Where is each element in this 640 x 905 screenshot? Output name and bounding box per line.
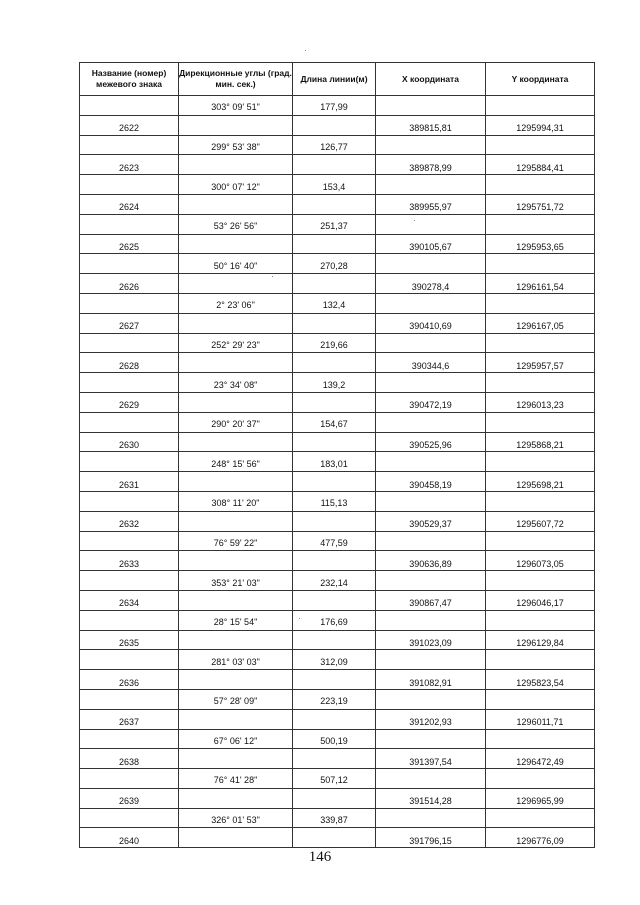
x-coordinate-cell: 390472,19	[376, 392, 486, 412]
y-coordinate-cell-empty	[486, 214, 595, 234]
bearing-cell: 326° 01' 53"	[179, 808, 293, 828]
bearing-cell: 281° 03' 03"	[179, 650, 293, 670]
x-coordinate-cell: 391514,28	[376, 788, 486, 808]
length-cell: 132,4	[293, 293, 376, 313]
point-name-cell: 2623	[80, 155, 179, 175]
x-coordinate-cell-empty	[376, 689, 486, 709]
y-coordinate-cell: 1295868,21	[486, 432, 595, 452]
y-coordinate-cell-empty	[486, 452, 595, 472]
table-row-point	[80, 313, 595, 333]
header-bearing: Дирекционные углы (град. мин. сек.)	[179, 63, 293, 96]
x-coordinate-cell-empty	[376, 254, 486, 274]
point-name-cell: 2629	[80, 392, 179, 412]
point-name-cell-empty	[80, 96, 179, 116]
length-cell: 153,4	[293, 175, 376, 195]
x-coordinate-cell-empty	[376, 808, 486, 828]
x-coordinate-cell: 390458,19	[376, 472, 486, 492]
bearing-cell-empty	[179, 788, 293, 808]
length-cell-empty	[293, 432, 376, 452]
y-coordinate-cell-empty	[486, 96, 595, 116]
table-row-point	[80, 115, 595, 135]
length-cell-empty	[293, 828, 376, 848]
bearing-cell-empty	[179, 353, 293, 373]
point-name-cell: 2640	[80, 828, 179, 848]
table-row-point	[80, 234, 595, 254]
length-cell: 270,28	[293, 254, 376, 274]
length-cell: 177,99	[293, 96, 376, 116]
y-coordinate-cell: 1296129,84	[486, 630, 595, 650]
y-coordinate-cell-empty	[486, 254, 595, 274]
length-cell: 223,19	[293, 689, 376, 709]
x-coordinate-cell: 389815,81	[376, 115, 486, 135]
length-cell: 312,09	[293, 650, 376, 670]
y-coordinate-cell-empty	[486, 175, 595, 195]
x-coordinate-cell: 391082,91	[376, 670, 486, 690]
y-coordinate-cell: 1296472,49	[486, 749, 595, 769]
table-row-point	[80, 472, 595, 492]
table-row-point	[80, 749, 595, 769]
bearing-cell-empty	[179, 432, 293, 452]
length-cell-empty	[293, 590, 376, 610]
length-cell: 219,66	[293, 333, 376, 353]
bearing-cell-empty	[179, 590, 293, 610]
point-name-cell: 2631	[80, 472, 179, 492]
bearing-cell: 50° 16' 40"	[179, 254, 293, 274]
bearing-cell-empty	[179, 630, 293, 650]
point-name-cell-empty	[80, 373, 179, 393]
x-coordinate-cell: 389878,99	[376, 155, 486, 175]
y-coordinate-cell: 1295751,72	[486, 194, 595, 214]
y-coordinate-cell-empty	[486, 571, 595, 591]
table-row-point	[80, 155, 595, 175]
x-coordinate-cell: 391202,93	[376, 709, 486, 729]
table-row-segment	[80, 729, 595, 749]
table-row-segment	[80, 491, 595, 511]
bearing-cell-empty	[179, 115, 293, 135]
bearing-cell: 300° 07' 12"	[179, 175, 293, 195]
table-row-point	[80, 353, 595, 373]
point-name-cell: 2635	[80, 630, 179, 650]
x-coordinate-cell-empty	[376, 175, 486, 195]
length-cell: 477,59	[293, 531, 376, 551]
y-coordinate-cell-empty	[486, 135, 595, 155]
bearing-cell-empty	[179, 155, 293, 175]
length-cell-empty	[293, 788, 376, 808]
y-coordinate-cell: 1295994,31	[486, 115, 595, 135]
bearing-cell-empty	[179, 511, 293, 531]
length-cell: 507,12	[293, 769, 376, 789]
x-coordinate-cell-empty	[376, 135, 486, 155]
header-x-coordinate: X координата	[376, 63, 486, 96]
header-line-length: Длина линии(м)	[293, 63, 376, 96]
point-name-cell: 2634	[80, 590, 179, 610]
y-coordinate-cell: 1295607,72	[486, 511, 595, 531]
length-cell-empty	[293, 155, 376, 175]
point-name-cell-empty	[80, 491, 179, 511]
x-coordinate-cell: 390278,4	[376, 274, 486, 294]
point-name-cell: 2636	[80, 670, 179, 690]
scan-speck	[272, 276, 273, 277]
bearing-cell-empty	[179, 392, 293, 412]
table-row-point	[80, 670, 595, 690]
y-coordinate-cell: 1296776,09	[486, 828, 595, 848]
scan-speck	[305, 50, 306, 51]
y-coordinate-cell-empty	[486, 808, 595, 828]
bearing-cell: 353° 21' 03"	[179, 571, 293, 591]
table-row-segment	[80, 135, 595, 155]
x-coordinate-cell-empty	[376, 571, 486, 591]
length-cell: 154,67	[293, 412, 376, 432]
x-coordinate-cell-empty	[376, 610, 486, 630]
y-coordinate-cell: 1296073,05	[486, 551, 595, 571]
x-coordinate-cell: 390529,37	[376, 511, 486, 531]
y-coordinate-cell-empty	[486, 769, 595, 789]
length-cell: 251,37	[293, 214, 376, 234]
length-cell: 232,14	[293, 571, 376, 591]
point-name-cell: 2630	[80, 432, 179, 452]
x-coordinate-cell: 390105,67	[376, 234, 486, 254]
x-coordinate-cell-empty	[376, 333, 486, 353]
length-cell: 183,01	[293, 452, 376, 472]
x-coordinate-cell-empty	[376, 412, 486, 432]
bearing-cell: 76° 59' 22"	[179, 531, 293, 551]
table-row-segment	[80, 650, 595, 670]
point-name-cell-empty	[80, 175, 179, 195]
bearing-cell-empty	[179, 234, 293, 254]
point-name-cell-empty	[80, 333, 179, 353]
scan-speck	[299, 618, 300, 619]
y-coordinate-cell-empty	[486, 333, 595, 353]
y-coordinate-cell: 1296161,54	[486, 274, 595, 294]
table-row-segment	[80, 333, 595, 353]
length-cell: 139,2	[293, 373, 376, 393]
y-coordinate-cell-empty	[486, 491, 595, 511]
y-coordinate-cell-empty	[486, 650, 595, 670]
bearing-cell: 57° 28' 09"	[179, 689, 293, 709]
bearing-cell: 290° 20' 37"	[179, 412, 293, 432]
bearing-cell-empty	[179, 194, 293, 214]
boundary-points-table	[79, 62, 595, 848]
y-coordinate-cell: 1295957,57	[486, 353, 595, 373]
point-name-cell-empty	[80, 412, 179, 432]
table-row-segment	[80, 689, 595, 709]
bearing-cell: 252° 29' 23"	[179, 333, 293, 353]
y-coordinate-cell: 1296013,23	[486, 392, 595, 412]
length-cell-empty	[293, 194, 376, 214]
length-cell-empty	[293, 551, 376, 571]
x-coordinate-cell-empty	[376, 96, 486, 116]
table-body	[80, 96, 595, 848]
point-name-cell-empty	[80, 689, 179, 709]
x-coordinate-cell-empty	[376, 452, 486, 472]
point-name-cell: 2632	[80, 511, 179, 531]
bearing-cell-empty	[179, 749, 293, 769]
header-point-name: Название (номер) межевого знака	[80, 63, 179, 96]
point-name-cell-empty	[80, 571, 179, 591]
y-coordinate-cell: 1295884,41	[486, 155, 595, 175]
point-name-cell-empty	[80, 650, 179, 670]
table-row-point	[80, 194, 595, 214]
length-cell-empty	[293, 511, 376, 531]
length-cell-empty	[293, 353, 376, 373]
table-row-segment	[80, 808, 595, 828]
x-coordinate-cell-empty	[376, 373, 486, 393]
length-cell: 339,87	[293, 808, 376, 828]
y-coordinate-cell: 1296046,17	[486, 590, 595, 610]
length-cell-empty	[293, 630, 376, 650]
point-name-cell: 2639	[80, 788, 179, 808]
length-cell-empty	[293, 274, 376, 294]
table-row-point	[80, 590, 595, 610]
bearing-cell: 308° 11' 20"	[179, 491, 293, 511]
y-coordinate-cell: 1296965,99	[486, 788, 595, 808]
bearing-cell: 28° 15' 54"	[179, 610, 293, 630]
bearing-cell-empty	[179, 670, 293, 690]
length-cell: 115,13	[293, 491, 376, 511]
x-coordinate-cell-empty	[376, 769, 486, 789]
x-coordinate-cell: 390410,69	[376, 313, 486, 333]
table-row-point	[80, 274, 595, 294]
length-cell-empty	[293, 472, 376, 492]
point-name-cell-empty	[80, 254, 179, 274]
bearing-cell-empty	[179, 472, 293, 492]
length-cell-empty	[293, 749, 376, 769]
point-name-cell: 2628	[80, 353, 179, 373]
point-name-cell: 2624	[80, 194, 179, 214]
bearing-cell-empty	[179, 313, 293, 333]
table-row-segment	[80, 254, 595, 274]
x-coordinate-cell: 390525,96	[376, 432, 486, 452]
table-row-point	[80, 392, 595, 412]
length-cell-empty	[293, 392, 376, 412]
point-name-cell-empty	[80, 610, 179, 630]
bearing-cell-empty	[179, 274, 293, 294]
bearing-cell: 299° 53' 38"	[179, 135, 293, 155]
length-cell-empty	[293, 313, 376, 333]
table-row-segment	[80, 571, 595, 591]
point-name-cell-empty	[80, 293, 179, 313]
y-coordinate-cell-empty	[486, 293, 595, 313]
y-coordinate-cell: 1295953,65	[486, 234, 595, 254]
table-row-point	[80, 432, 595, 452]
table-row-point	[80, 551, 595, 571]
point-name-cell: 2625	[80, 234, 179, 254]
point-name-cell: 2627	[80, 313, 179, 333]
table-row-segment	[80, 214, 595, 234]
x-coordinate-cell: 391023,09	[376, 630, 486, 650]
bearing-cell: 2° 23' 06"	[179, 293, 293, 313]
x-coordinate-cell: 391796,15	[376, 828, 486, 848]
point-name-cell: 2637	[80, 709, 179, 729]
point-name-cell: 2622	[80, 115, 179, 135]
bearing-cell: 67° 06' 12"	[179, 729, 293, 749]
length-cell-empty	[293, 234, 376, 254]
point-name-cell: 2626	[80, 274, 179, 294]
point-name-cell-empty	[80, 769, 179, 789]
table-row-segment	[80, 175, 595, 195]
table-row-point	[80, 709, 595, 729]
y-coordinate-cell-empty	[486, 373, 595, 393]
y-coordinate-cell-empty	[486, 689, 595, 709]
x-coordinate-cell: 389955,97	[376, 194, 486, 214]
table-row-segment	[80, 452, 595, 472]
table-row-point	[80, 630, 595, 650]
y-coordinate-cell-empty	[486, 412, 595, 432]
table-row-segment	[80, 373, 595, 393]
x-coordinate-cell-empty	[376, 729, 486, 749]
header-y-coordinate: Y координата	[486, 63, 595, 96]
bearing-cell: 53° 26' 56"	[179, 214, 293, 234]
bearing-cell-empty	[179, 709, 293, 729]
table-row-segment	[80, 531, 595, 551]
x-coordinate-cell-empty	[376, 214, 486, 234]
bearing-cell-empty	[179, 828, 293, 848]
point-name-cell-empty	[80, 135, 179, 155]
table-row-point	[80, 828, 595, 848]
y-coordinate-cell-empty	[486, 610, 595, 630]
x-coordinate-cell-empty	[376, 531, 486, 551]
table-row-segment	[80, 293, 595, 313]
x-coordinate-cell-empty	[376, 491, 486, 511]
bearing-cell: 76° 41' 28"	[179, 769, 293, 789]
y-coordinate-cell: 1296011,71	[486, 709, 595, 729]
table-row-segment	[80, 769, 595, 789]
table-row-segment	[80, 412, 595, 432]
length-cell: 176,69	[293, 610, 376, 630]
point-name-cell-empty	[80, 531, 179, 551]
table-row-point	[80, 511, 595, 531]
point-name-cell: 2633	[80, 551, 179, 571]
y-coordinate-cell-empty	[486, 531, 595, 551]
bearing-cell: 248° 15' 56"	[179, 452, 293, 472]
point-name-cell-empty	[80, 729, 179, 749]
x-coordinate-cell: 391397,54	[376, 749, 486, 769]
length-cell-empty	[293, 670, 376, 690]
length-cell-empty	[293, 709, 376, 729]
x-coordinate-cell: 390867,47	[376, 590, 486, 610]
x-coordinate-cell-empty	[376, 293, 486, 313]
x-coordinate-cell: 390344,6	[376, 353, 486, 373]
table-header-row	[80, 63, 595, 96]
length-cell: 500,19	[293, 729, 376, 749]
bearing-cell-empty	[179, 551, 293, 571]
x-coordinate-cell: 390636,89	[376, 551, 486, 571]
length-cell: 126,77	[293, 135, 376, 155]
table-row-point	[80, 788, 595, 808]
scan-speck	[414, 220, 415, 221]
y-coordinate-cell: 1295823,54	[486, 670, 595, 690]
y-coordinate-cell-empty	[486, 729, 595, 749]
point-name-cell-empty	[80, 214, 179, 234]
page-number: 146	[308, 849, 332, 865]
table-row-segment	[80, 610, 595, 630]
y-coordinate-cell: 1295698,21	[486, 472, 595, 492]
length-cell-empty	[293, 115, 376, 135]
table-row-segment	[80, 96, 595, 116]
bearing-cell: 23° 34' 08"	[179, 373, 293, 393]
x-coordinate-cell-empty	[376, 650, 486, 670]
y-coordinate-cell: 1296167,05	[486, 313, 595, 333]
bearing-cell: 303° 09' 51"	[179, 96, 293, 116]
point-name-cell: 2638	[80, 749, 179, 769]
point-name-cell-empty	[80, 808, 179, 828]
point-name-cell-empty	[80, 452, 179, 472]
